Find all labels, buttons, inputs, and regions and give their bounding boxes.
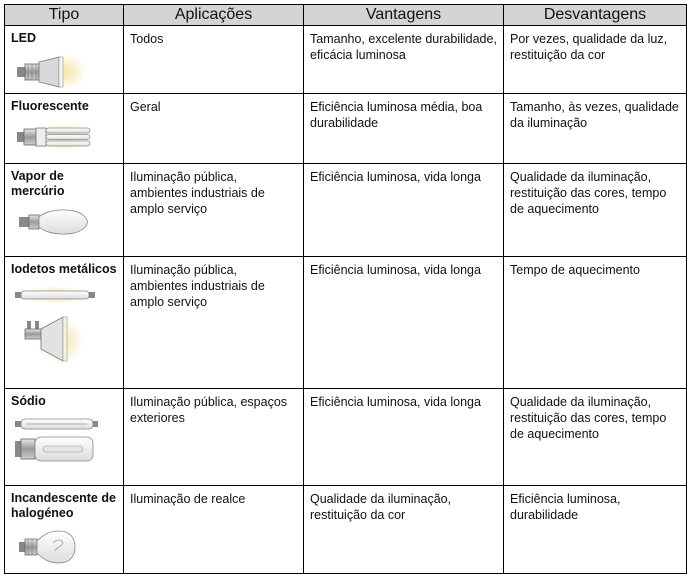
table-row	[5, 485, 687, 573]
table-header-row	[5, 5, 687, 26]
metal-halide-lamp-icon	[13, 283, 117, 367]
advantages-cell: Tamanho, excelente durabilidade, eficácia luminosa	[304, 26, 504, 94]
header-type: Tipo	[5, 5, 124, 26]
mercury-vapor-lamp-icon	[13, 205, 117, 239]
applications-cell: Iluminação pública, espaços exteriores	[124, 389, 304, 485]
fluorescent-compact-icon	[13, 120, 117, 154]
type-cell	[5, 26, 124, 94]
sodium-lamp-icon	[13, 415, 117, 467]
table-row	[5, 26, 687, 94]
type-cell	[5, 485, 124, 573]
applications-cell: Iluminação de realce	[124, 485, 304, 573]
header-applications: Aplicações	[124, 5, 304, 26]
disadvantages-cell: Qualidade da iluminação, restituição das cores, tempo de aquecimento	[504, 389, 687, 485]
advantages-cell: Eficiência luminosa, vida longa	[304, 256, 504, 388]
advantages-cell: Qualidade da iluminação, restituição da cor	[304, 485, 504, 573]
disadvantages-cell: Tempo de aquecimento	[504, 256, 687, 388]
disadvantages-cell: Tamanho, às vezes, qualidade da iluminação	[504, 94, 687, 164]
applications-cell: Geral	[124, 94, 304, 164]
disadvantages-cell: Por vezes, qualidade da luz, restituição da cor	[504, 26, 687, 94]
type-name: Fluorescente	[11, 99, 89, 114]
lamp-comparison-table	[4, 4, 687, 574]
table-row	[5, 389, 687, 485]
type-name: Incandescente de halogéneo	[11, 490, 116, 520]
type-name: Vapor de mercúrio	[11, 169, 65, 199]
disadvantages-cell: Eficiência luminosa, durabilidade	[504, 485, 687, 573]
table-row	[5, 256, 687, 388]
type-cell	[5, 389, 124, 485]
applications-cell: Iluminação pública, ambientes industriais de amplo serviço	[124, 256, 304, 388]
type-cell	[5, 164, 124, 256]
type-name: Iodetos metálicos	[11, 261, 117, 276]
applications-cell: Todos	[124, 26, 304, 94]
type-cell	[5, 256, 124, 388]
header-disadvantages: Desvantagens	[504, 5, 687, 26]
type-cell	[5, 94, 124, 164]
advantages-cell: Eficiência luminosa, vida longa	[304, 389, 504, 485]
type-name: LED	[11, 31, 36, 45]
type-name: Sódio	[11, 394, 46, 409]
led-bulb-icon	[13, 52, 117, 92]
table-row	[5, 94, 687, 164]
advantages-cell: Eficiência luminosa média, boa durabilidade	[304, 94, 504, 164]
halogen-bulb-icon	[13, 527, 117, 567]
disadvantages-cell: Qualidade da iluminação, restituição das cores, tempo de aquecimento	[504, 164, 687, 256]
applications-cell: Iluminação pública, ambientes industriais de amplo serviço	[124, 164, 304, 256]
advantages-cell: Eficiência luminosa, vida longa	[304, 164, 504, 256]
table-row	[5, 164, 687, 256]
header-advantages: Vantagens	[304, 5, 504, 26]
